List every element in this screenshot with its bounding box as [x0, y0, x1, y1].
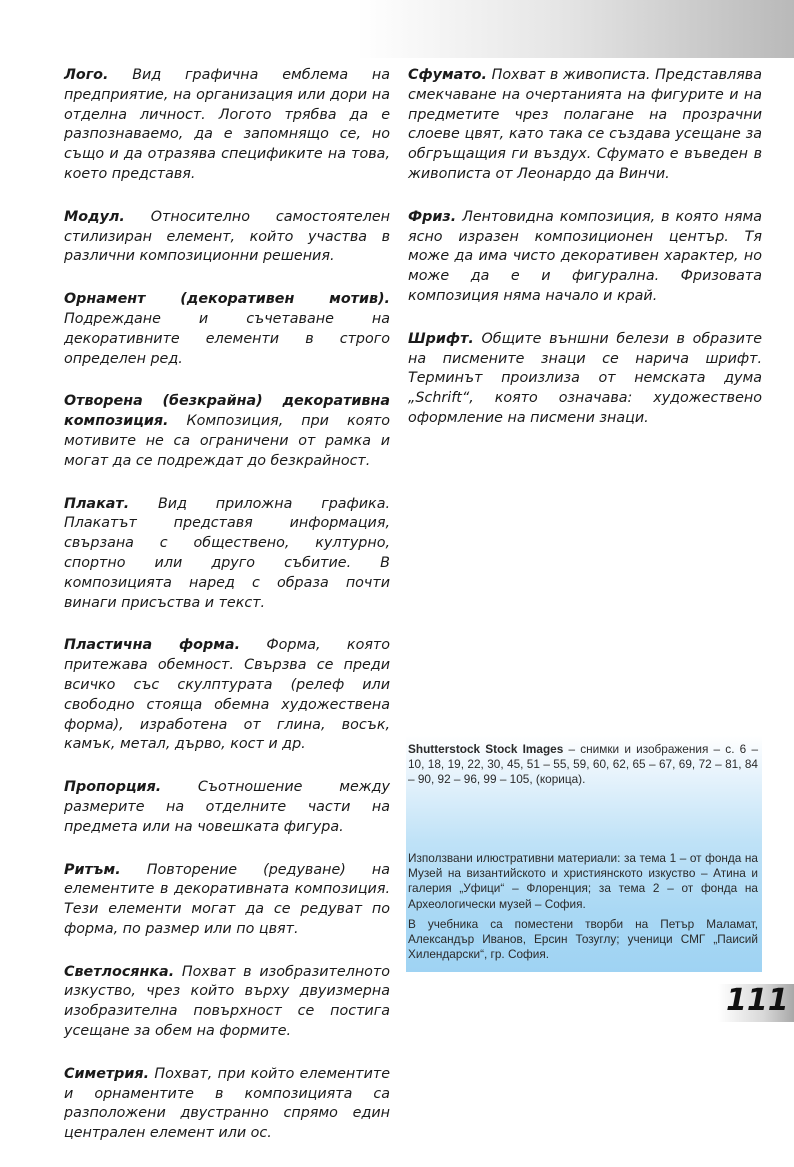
term-definition: Похват в изобразителното изкуство, чрез който върху двуизмерна изобразителна повърхност се постига усещане за обем на формите.: [64, 963, 390, 1040]
term-definition: Съотношение между размерите на отделните части на предмета или на човешката фигура.: [64, 779, 390, 835]
term-name: Фриз.: [408, 208, 457, 225]
term-definition: Лентовидна композиция, в която няма ясно изразен композиционен център. Тя може да има чисто декоративен характер, но може да е и фигурална. Фризовата композиция няма начало и край.: [408, 208, 762, 304]
glossary-entry-friz: [408, 208, 762, 307]
term-name: Сфумато.: [408, 67, 487, 83]
glossary-entry-proportion: [64, 778, 390, 837]
glossary-left-column: [64, 66, 390, 1167]
stock-credits-text: – снимки и изображения – с. 6 – 10, 18, 19, 22, 30, 45, 51 – 55, 59, 60, 62, 65 – 67, 69, 72 – 81, 84 – 90, 92 – 96, 99 – 105, (корица).: [408, 742, 759, 787]
glossary-entry-plakat: [64, 495, 390, 614]
glossary-entry-logo: [64, 66, 390, 185]
stock-credits-title: Shutterstock Stock Images: [408, 742, 564, 756]
term-name: Светлосянка.: [64, 963, 175, 980]
term-name: Отворена (безкрайна) декоративна композиция.: [64, 393, 390, 430]
glossary-entry-modul: [64, 208, 390, 267]
glossary-entry-symmetry: [64, 1065, 390, 1144]
page-number: 111: [726, 983, 789, 1018]
glossary-entry-sfumato: [408, 66, 762, 185]
term-name: Шрифт.: [408, 330, 474, 347]
term-name: Плакат.: [64, 495, 130, 512]
glossary-entry-ornament: [64, 290, 390, 369]
materials-credits: [408, 851, 758, 967]
term-definition: Повторение (редуване) на елементите в декоративната композиция. Тези елементи могат да се редуват по форма, по размер или по цвят.: [64, 861, 390, 937]
header-band: [0, 0, 794, 58]
featured-works-note: В учебника са поместени творби на Петър Маламат, Александър Иванов, Ерсин Тозуглу; ученици СМГ „Паисий Хилендарски“, гр. София.: [408, 916, 758, 962]
term-definition: Общите външни белези в образите на писмените знаци се нарича шрифт. Терминът произлиза от немската дума „Schrift“, която означава: художествено оформление на писмени знаци.: [408, 330, 762, 426]
term-name: Модул.: [64, 208, 125, 225]
term-name: Ритъм.: [64, 861, 121, 878]
term-definition: Вид приложна графика. Плакатът представя информация, свързана с обществено, културно, спортно или друго събитие. В композицията наред с образа почти винаги присъства и текст.: [64, 495, 391, 611]
glossary-entry-plastic-form: [64, 636, 390, 755]
term-name: Лого.: [64, 67, 109, 83]
glossary-entry-rhythm: [64, 861, 390, 940]
term-name: Пластична форма.: [64, 637, 240, 654]
term-definition: Вид графична емблема на предприятие, на организация или дори на отделна личност. Логото трябва да е разпознаваемо, да е запомнящо се, но също и да отразява спецификите на това, което представя.: [64, 67, 390, 182]
glossary-entry-open-composition: [64, 392, 390, 471]
illustrative-materials-note: Използвани илюстративни материали: за тема 1 – от фонда на Музей на византийското и християнското изкуство – Атина и галерия „Уфици“ – Флоренция; за тема 2 – от фонда на Археологически музей – София.: [408, 851, 758, 911]
term-definition: Похват в живописта. Представлява смекчаване на очертанията на фигурите и на предметите чрез полагане на прозрачни слоеве цвят, като така се създава усещане за обгръщащия ги въздух. Сфумато е въведен в живописта от Леонардо да Винчи.: [408, 67, 762, 182]
stock-credits: [408, 742, 758, 793]
term-definition: Композиция, при която мотивите не са ограничени от рамка и могат да се подреждат до безкрайност.: [64, 413, 391, 469]
glossary-entry-chiaroscuro: [64, 963, 390, 1042]
glossary-right-column: [408, 66, 762, 452]
term-definition: Подреждане и съчетаване на декоративните елементи в строго определен ред.: [64, 310, 390, 367]
term-definition: Похват, при който елементите и орнаментите в композицията са разположени двустранно спрямо един централен елемент или ос.: [64, 1065, 390, 1142]
term-name: Пропорция.: [64, 779, 162, 796]
term-definition: Форма, която притежава обемност. Свързва се преди всичко със скулптурата (релеф или свободно стояща обемна художествена форма), изработена от глина, восък, камък, метал, дърво, кост и др.: [64, 637, 390, 753]
glossary-entry-font: [408, 330, 762, 429]
term-definition: Относително самостоятелен стилизиран елемент, който участва в различни композиционни решения.: [64, 208, 391, 265]
term-name: Орнамент (декоративен мотив).: [64, 291, 390, 308]
term-name: Симетрия.: [64, 1065, 150, 1082]
